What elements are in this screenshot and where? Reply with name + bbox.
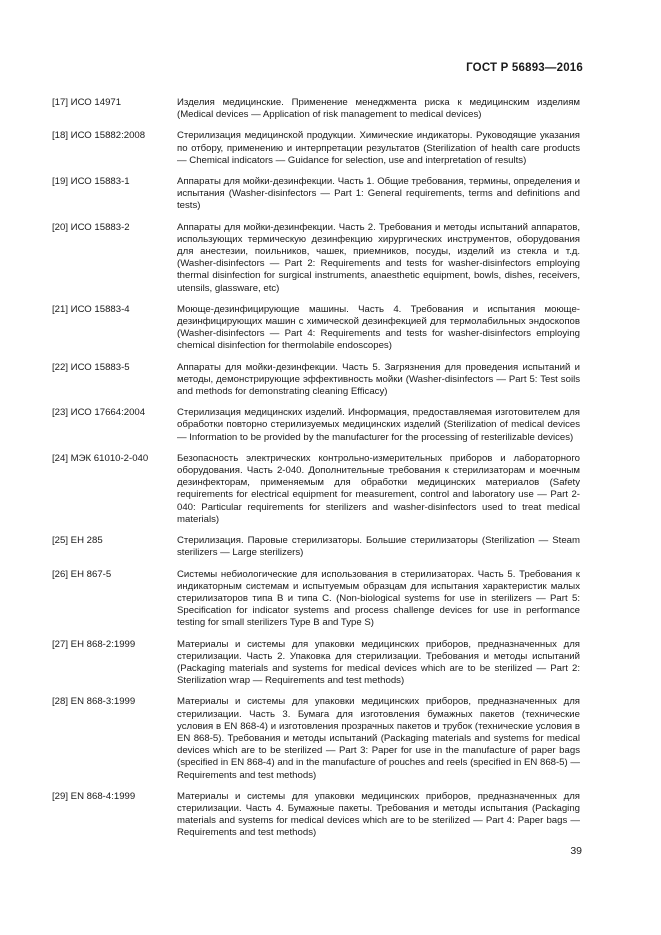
standard-designation: ГОСТ Р 56893—2016 — [466, 62, 583, 74]
bibliography-entry — [52, 639, 580, 688]
entry-text: Стерилизация медицинских изделий. Информация, предоставляемая изготовителем для обработки повторно стерилизуемых медицинских изделий (Sterilization of medical devices — Information to be provided by the manufacturer for the processing of resterilizable devices) — [177, 407, 580, 443]
bibliography-entry — [52, 696, 580, 781]
entry-number: [27] ЕН 868-2:1999 — [52, 638, 136, 650]
entry-text: Аппараты для мойки-дезинфекции. Часть 2. Требования и методы испытаний аппаратов, использующих термическую дезинфекцию хирургических инструментов, оборудования для анестезии, поильников, чашек, приемников, посуды, изделий из стекла и т.д. (Washer-disinfectors — Part 2: Requirements and tests for washer-disinfectors employing thermal disinfection for surgical instruments, anaesthetic equipment, bowls, dishes, receivers, utensils, glassware, etc) — [177, 221, 580, 294]
entry-text: Системы небиологические для использования в стерилизаторах. Часть 5. Требования к индикаторным системам и испытуемым образцам для испытания характеристик малых стерилизаторов типа В и типа С. (Non-biological systems for use in sterilizers — Part 5: Specification for indicator systems and process challenge devices for use in performance testing for small sterilizers Type B and Type S) — [177, 568, 580, 629]
entry-text: Моюще-дезинфицирующие машины. Часть 4. Требования и испытания моюще-дезинфицирующих машин с химической дезинфекцией для термолабильных эндоскопов (Washer-disinfectors — Part 4: Requirements and tests for washer-disinfectors employing chemical disinfection for thermolabile endoscopes) — [177, 303, 580, 352]
entry-text: Материалы и системы для упаковки медицинских приборов, предназначенных для стерилизации. Часть 3. Бумага для изготовления бумажных пакетов (технические условия в EN 868-4) и изготовления прозрачных пакетов и трубок (технические условия в EN 868-5). Требования и методы испытаний (Packaging materials and systems for medical devices which are to be sterilized — Part 3: Paper for use in the manufacture of paper bags (specified in EN 868-4) and in the manufacture of pouches and reels (specified in EN 868-5) — Requirements and test methods) — [177, 696, 580, 781]
bibliography-entry — [52, 130, 580, 167]
entry-number: [29] EN 868-4:1999 — [52, 790, 136, 802]
bibliography-entry — [52, 791, 580, 840]
entry-number: [26] ЕН 867-5 — [52, 568, 112, 580]
entry-text: Аппараты для мойки-дезинфекции. Часть 5. Загрязнения для проведения испытаний и методы, демонстрирующие эффективность мойки (Washer-disinfectors — Part 5: Test soils and methods for demonstrating cleaning Efficacy) — [177, 361, 580, 398]
bibliography-entry — [52, 535, 580, 559]
bibliography-entry — [52, 569, 580, 630]
bibliography-entry — [52, 304, 580, 353]
entry-number: [21] ИСО 15883-4 — [52, 303, 130, 315]
entry-text: Материалы и системы для упаковки медицинских приборов, предназначенных для стерилизации. Часть 4. Бумажные пакеты. Требования и методы испытания (Packaging materials and systems for medical devices which are to be sterilized — Part 4: Paper bags — Requirements and test methods) — [177, 790, 580, 839]
bibliography-list — [52, 97, 580, 849]
bibliography-entry — [52, 407, 580, 444]
entry-text: Безопасность электрических контрольно-измерительных приборов и лабораторного оборудования. Часть 2-040. Дополнительные требования к стерилизаторам и моечным дезинфекторам, применяемым для обработки медицинских материалов (Safety requirements for electrical equipment for measurement, control and laboratory use — Part 2-040: Particular requirements for sterilizers and washer-disinfectors used to treat medical materials) — [177, 452, 580, 525]
page-number: 39 — [570, 845, 582, 857]
entry-text: Изделия медицинские. Применение менеджмента риска к медицинским изделиям (Medical devices — Application of risk management to medical devices) — [177, 97, 580, 121]
entry-text: Материалы и системы для упаковки медицинских приборов, предназначенных для стерилизации. Часть 2. Упаковка для стерилизации. Требования и методы испытаний (Packaging materials and systems for medical devices which are to be sterilized — Part 2: Sterilization wrap — Requirements and test methods) — [177, 638, 580, 687]
entry-number: [28] EN 868-3:1999 — [52, 696, 136, 708]
entry-number: [23] ИСО 17664:2004 — [52, 407, 146, 419]
entry-number: [18] ИСО 15882:2008 — [52, 130, 146, 142]
entry-number: [22] ИСО 15883-5 — [52, 361, 130, 373]
bibliography-entry — [52, 222, 580, 295]
entry-text: Стерилизация медицинской продукции. Химические индикаторы. Руководящие указания по отбору, применению и интерпретации результатов (Sterilization of health care products — Chemical indicators — Guidance for selection, use and interpretation of results) — [177, 130, 580, 166]
entry-number: [25] ЕН 285 — [52, 535, 103, 547]
bibliography-entry — [52, 362, 580, 399]
entry-number: [19] ИСО 15883-1 — [52, 176, 130, 188]
entry-text: Стерилизация. Паровые стерилизаторы. Большие стерилизаторы (Sterilization — Steam sterilizers — Large sterilizers) — [177, 535, 580, 559]
bibliography-entry — [52, 453, 580, 526]
bibliography-entry — [52, 176, 580, 213]
entry-number: [17] ИСО 14971 — [52, 97, 122, 108]
entry-text: Аппараты для мойки-дезинфекции. Часть 1. Общие требования, термины, определения и испытания (Washer-disinfectors — Part 1: General requirements, terms and definitions and tests) — [177, 176, 580, 212]
entry-number: [24] МЭК 61010-2-040 — [52, 452, 149, 464]
bibliography-entry — [52, 97, 580, 121]
entry-number: [20] ИСО 15883-2 — [52, 221, 130, 233]
